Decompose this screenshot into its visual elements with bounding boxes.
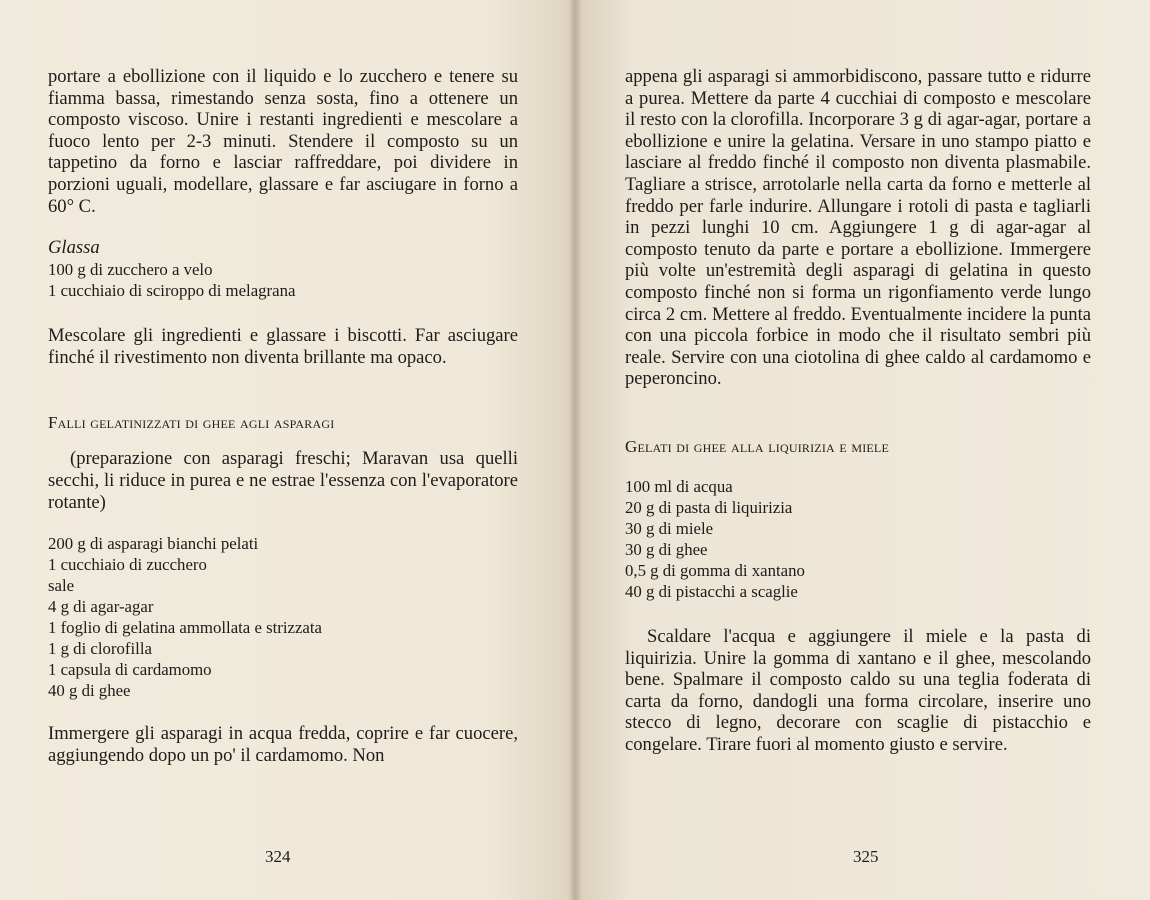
right-page-column: [625, 66, 1091, 755]
list-item: 100 g di zucchero a velo: [48, 260, 213, 280]
list-item: 20 g di pasta di liquirizia: [625, 497, 793, 517]
list-item: 40 g di ghee: [48, 681, 131, 701]
list-item: 1 foglio di gelatina ammollata e strizzata: [48, 618, 322, 638]
list-item: sale: [48, 576, 75, 596]
left-page-column: [48, 66, 518, 766]
list-item: 200 g di asparagi bianchi pelati: [48, 534, 259, 554]
recipe-title-asparagi: Falli gelatinizzati di ghee agli asparagi: [48, 413, 335, 433]
list-item: 40 g di pistacchi a scaglie: [625, 581, 798, 601]
list-item: 0,5 g di gomma di xantano: [625, 560, 805, 580]
list-item: 1 cucchiaio di zucchero: [48, 555, 207, 575]
recipe-title-gelati: Gelati di ghee alla liquirizia e miele: [625, 436, 889, 456]
right-paragraph-2: Scaldare l'acqua e aggiungere il miele e la pasta di liquirizia. Unire la gomma di xantano e il ghee, mescolando bene. Spalmare il composto caldo su una teglia foderata di carta da forno, dandogli una forma circolare, inserire uno stecco di legno, decorare con scaglie di pistacchio e congelare. Tirare fuori al momento giusto e servire.: [625, 625, 1091, 755]
list-item: 1 g di clorofilla: [48, 639, 152, 659]
gelati-ingredient-list: [625, 476, 1091, 602]
glassa-ingredient-list: [48, 259, 518, 301]
list-item: 30 g di ghee: [625, 539, 708, 559]
glassa-title: Glassa: [48, 237, 100, 259]
recipe-note: (preparazione con asparagi freschi; Maravan usa quelli secchi, li riduce in purea e ne estrae l'essenza con l'evaporatore rotante): [48, 448, 518, 513]
list-item: 1 cucchiaio di sciroppo di melagrana: [48, 281, 296, 301]
book-gutter: [568, 0, 582, 900]
right-page: [575, 0, 1150, 900]
left-paragraph-1: portare a ebollizione con il liquido e lo zucchero e tenere su fiamma bassa, rimestando senza sosta, fino a ottenere un composto viscoso. Unire i restanti ingredienti e mescolare a fuoco lento per 2-3 minuti. Stendere il composto su un tappetino da forno e lasciar raffreddare, poi dividere in porzioni uguali, modellare, glassare e far asciugare in forno a 60° C.: [48, 66, 518, 217]
list-item: 30 g di miele: [625, 518, 714, 538]
list-item: 1 capsula di cardamomo: [48, 660, 212, 680]
right-paragraph-1: appena gli asparagi si ammorbidiscono, passare tutto e ridurre a purea. Mettere da parte 4 cucchiai di composto e mescolare il resto con la clorofilla. Incorporare 3 g di agar-agar, portare a ebollizione e unire la gelatina. Versare in uno stampo piatto e lasciare al freddo finché il composto non diventa plasmabile. Tagliare a strisce, arrotolarle nella carta da forno e metterle al freddo per farle indurire. Allungare i rotoli di pasta e tagliarli in pezzi lunghi 10 cm. Aggiungere 1 g di agar-agar al composto tenuto da parte e portare a ebollizione. Immergere più volte un'estremità degli asparagi di gelatina in questo composto finché non si forma un rigonfiamento verde lungo circa 2 cm. Mettere al freddo. Eventualmente incidere la punta con una piccola forbice in modo che il risultato sembri più reale. Servire con una ciotolina di ghee caldo al cardamomo e peperoncino.: [625, 66, 1091, 390]
left-paragraph-2: Mescolare gli ingredienti e glassare i biscotti. Far asciugare finché il rivestimento non diventa brillante ma opaco.: [48, 325, 518, 368]
left-paragraph-3: Immergere gli asparagi in acqua fredda, coprire e far cuocere, aggiungendo dopo un po' il cardamomo. Non: [48, 723, 518, 766]
page-number-left: 324: [265, 847, 291, 866]
page-number-right: 325: [853, 847, 879, 866]
asparagi-ingredient-list: [48, 533, 518, 701]
list-item: 4 g di agar-agar: [48, 597, 154, 617]
list-item: 100 ml di acqua: [625, 476, 733, 496]
